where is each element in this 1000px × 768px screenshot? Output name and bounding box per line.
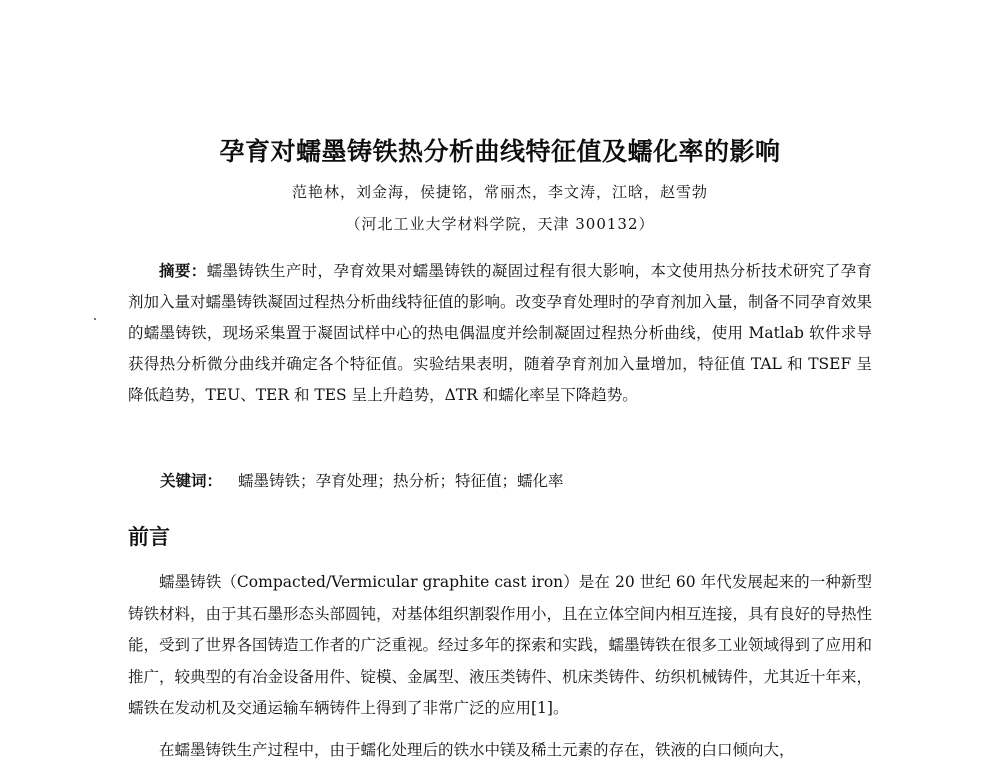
abstract-text: 蠕墨铸铁生产时，孕育效果对蠕墨铸铁的凝固过程有很大影响，本文使用热分析技术研究了孕育剂加入量对蠕墨铸铁凝固过程热分析曲线特征值的影响。改变孕育处理时的孕育剂加入量，制备不同孕育效果的蠕墨铸铁，现场采集置于凝固试样中心的热电偶温度并绘制凝固过程热分析曲线，使用 Matlab 软件求导获得热分析微分曲线并确定各个特征值。实验结果表明，随着孕育剂加入量增加，特征值 TAL 和 TSEF 呈降低趋势，TEU、TER 和 TES 呈上升趋势，ΔTR 和蠕化率呈下降趋势。 bbox=[128, 262, 873, 404]
scan-artifact bbox=[94, 318, 96, 320]
paper-title: 孕育对蠕墨铸铁热分析曲线特征值及蠕化率的影响 bbox=[219, 137, 781, 166]
body-paragraph: 蠕墨铸铁（Compacted/Vermicular graphite cast iron）是在 20 世纪 60 年代发展起来的一种新型铸铁材料，由于其石墨形态头部圆钝，对基体组织割裂作用小，且在立体空间内相互连接，具有良好的导热性能，受到了世界各国铸造工作者的广泛重视。经过多年的探索和实践，蠕墨铸铁在很多工业领域得到了应用和推广，较典型的有冶金设备用件、锭模、金属型、液压类铸件、机床类铸件、纺织机械铸件，尤其近十年来，蠕铁在发动机及交通运输车辆铸件上得到了非常广泛的应用[1]。 bbox=[128, 573, 873, 717]
keywords bbox=[160, 466, 872, 497]
abstract bbox=[128, 256, 872, 411]
body-paragraph: 在蠕墨铸铁生产过程中，由于蠕化处理后的铁水中镁及稀土元素的存在，铁液的白口倾向大， bbox=[159, 741, 795, 759]
abstract-label: 摘要： bbox=[159, 262, 207, 280]
keywords-label: 关键词： bbox=[160, 472, 223, 490]
section-heading-preface: 前言 bbox=[128, 525, 170, 549]
affiliation: （河北工业大学材料学院，天津 300132） bbox=[345, 215, 655, 233]
author-list: 范艳林，刘金海，侯捷铭，常丽杰，李文涛，江晗，赵雪勃 bbox=[291, 183, 708, 201]
keywords-text: 蠕墨铸铁；孕育处理；热分析；特征值；蠕化率 bbox=[238, 472, 564, 490]
